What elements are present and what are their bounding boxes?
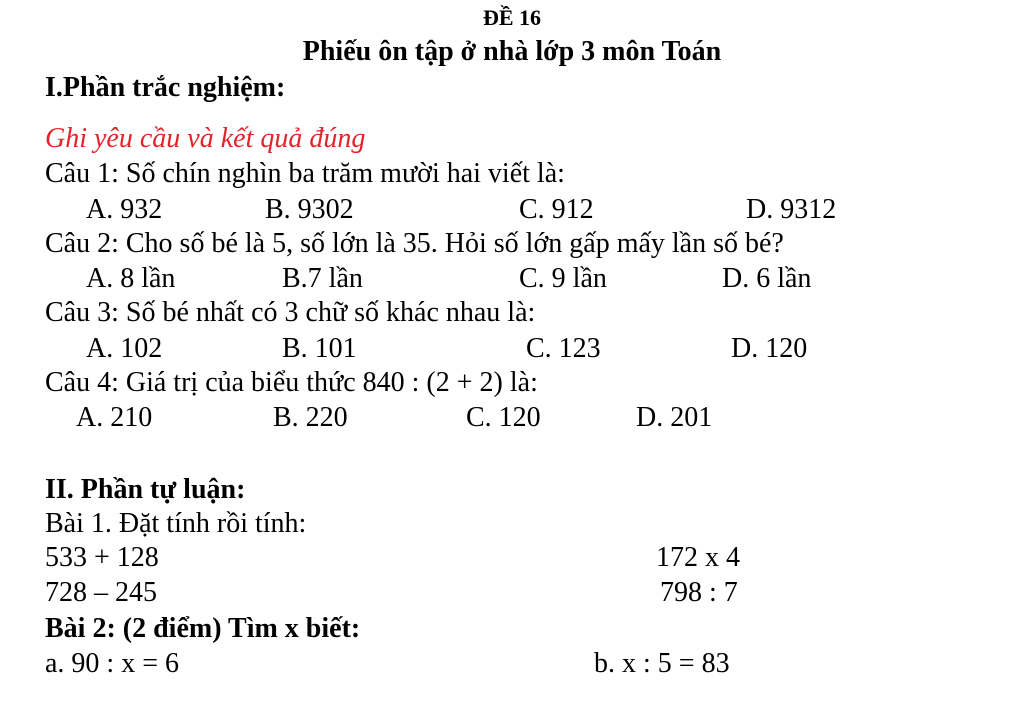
question-1-option-c: C. 912 <box>519 194 594 225</box>
question-1-option-b: B. 9302 <box>265 194 354 225</box>
instruction-text: Ghi yêu cầu và kết quả đúng <box>45 123 366 154</box>
bai1-item-3: 728 – 245 <box>45 577 157 608</box>
question-3-option-c: C. 123 <box>526 333 601 364</box>
question-1-option-a: A. 932 <box>86 194 163 225</box>
question-4-text: Câu 4: Giá trị của biểu thức 840 : (2 + 2) là: <box>45 367 538 398</box>
page-title: Phiếu ôn tập ở nhà lớp 3 môn Toán <box>302 36 722 67</box>
question-2-option-c: C. 9 lần <box>519 263 607 294</box>
bai2-item-b: b. x : 5 = 83 <box>594 648 730 679</box>
question-3-text: Câu 3: Số bé nhất có 3 chữ số khác nhau là: <box>45 297 536 328</box>
exam-number: ĐỀ 16 <box>482 5 542 30</box>
question-4-option-c: C. 120 <box>466 402 541 433</box>
part2-heading: II. Phần tự luận: <box>45 474 246 505</box>
question-1-option-d: D. 9312 <box>746 194 837 225</box>
question-4-option-d: D. 201 <box>636 402 713 433</box>
bai1-item-2: 172 x 4 <box>656 542 740 573</box>
question-3-option-b: B. 101 <box>282 333 357 364</box>
question-2-option-d: D. 6 lần <box>722 263 812 294</box>
question-3-option-d: D. 120 <box>731 333 808 364</box>
question-3-option-a: A. 102 <box>86 333 163 364</box>
question-2-option-b: B.7 lần <box>282 263 363 294</box>
question-2-text: Câu 2: Cho số bé là 5, số lớn là 35. Hỏi số lớn gấp mấy lần số bé? <box>45 228 784 259</box>
bai1-item-1: 533 + 128 <box>45 542 159 573</box>
question-4-option-a: A. 210 <box>76 402 153 433</box>
question-2-option-a: A. 8 lần <box>86 263 176 294</box>
bai1-title: Bài 1. Đặt tính rồi tính: <box>45 508 307 539</box>
question-1-text: Câu 1: Số chín nghìn ba trăm mười hai viết là: <box>45 158 565 189</box>
bai2-title: Bài 2: (2 điểm) Tìm x biết: <box>45 613 361 644</box>
part1-heading: I.Phần trắc nghiệm: <box>45 72 286 103</box>
bai1-item-4: 798 : 7 <box>660 577 738 608</box>
bai2-item-a: a. 90 : x = 6 <box>45 648 179 679</box>
question-4-option-b: B. 220 <box>273 402 348 433</box>
